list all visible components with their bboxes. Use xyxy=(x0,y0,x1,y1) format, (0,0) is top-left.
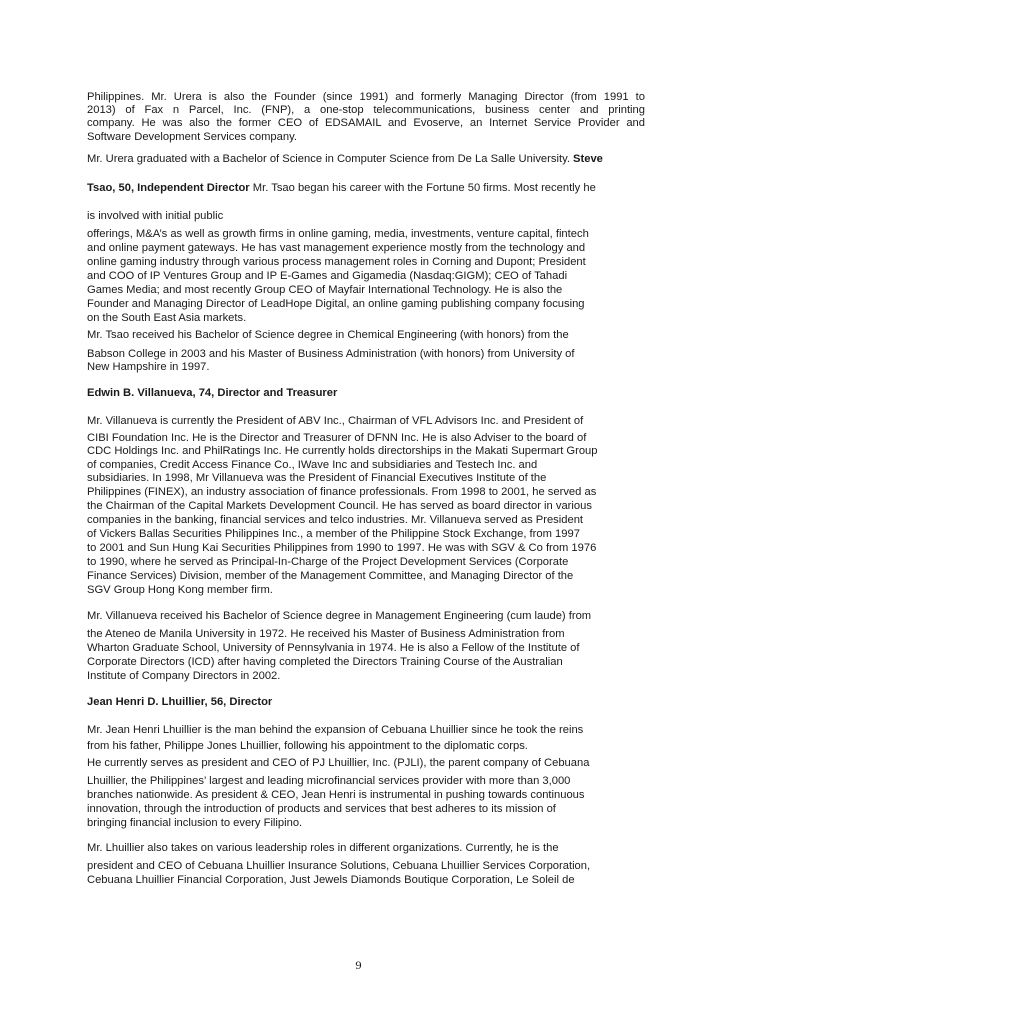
text-line: companies in the banking, financial services and telco industries. Mr. Villanueva served as President xyxy=(87,514,584,526)
text-segment: Mr. Urera graduated with a Bachelor of Science in Computer Science from De La Salle University. xyxy=(87,153,574,165)
text-line: New Hampshire in 1997. xyxy=(87,361,210,373)
text-line: Wharton Graduate School, University of Pennsylvania in 1974. He is also a Fellow of the Institute of xyxy=(87,642,580,654)
director-name-heading: Edwin B. Villanueva, 74, Director and Treasurer xyxy=(87,387,338,399)
text-line: company. He was also the former CEO of EDSAMAIL and Evoserve, an Internet Service Provider and xyxy=(87,117,645,129)
text-line: is involved with initial public xyxy=(87,210,224,222)
text-line: SGV Group Hong Kong member firm. xyxy=(87,584,273,596)
director-name-heading: Tsao, 50, Independent Director xyxy=(87,182,250,194)
text-line: president and CEO of Cebuana Lhuillier Insurance Solutions, Cebuana Lhuillier Services Corporation, xyxy=(87,860,591,872)
text-line: branches nationwide. As president & CEO, Jean Henri is instrumental in pushing towards continuous xyxy=(87,789,585,801)
text-line: CDC Holdings Inc. and PhilRatings Inc. He currently holds directorships in the Makati Supermart Group xyxy=(87,445,598,457)
text-line: Mr. Villanueva received his Bachelor of Science degree in Management Engineering (cum laude) from xyxy=(87,610,592,622)
text-line: Cebuana Lhuillier Financial Corporation, Just Jewels Diamonds Boutique Corporation, Le Soleil de xyxy=(87,874,575,886)
text-line: CIBI Foundation Inc. He is the Director and Treasurer of DFNN Inc. He is also Adviser to the board of xyxy=(87,432,587,444)
text-line: Mr. Lhuillier also takes on various leadership roles in different organizations. Currently, he is the xyxy=(87,842,559,854)
text-line: Philippines. Mr. Urera is also the Founder (since 1991) and formerly Managing Director (from 1991 to xyxy=(87,91,645,103)
text-line: the Chairman of the Capital Markets Development Council. He has served as board director in various xyxy=(87,500,592,512)
text-line: Lhuillier, the Philippines’ largest and leading microfinancial services provider with more than 3,000 xyxy=(87,775,571,787)
text-line: Mr. Villanueva is currently the President of ABV Inc., Chairman of VFL Advisors Inc. and President of xyxy=(87,415,584,427)
director-name-heading: Jean Henri D. Lhuillier, 56, Director xyxy=(87,696,273,708)
text-line: Software Development Services company. xyxy=(87,131,297,143)
text-line: 2013) of Fax n Parcel, Inc. (FNP), a one-stop telecommunications, business center and printing xyxy=(87,104,645,116)
text-line: Mr. Tsao received his Bachelor of Science degree in Chemical Engineering (with honors) from the xyxy=(87,329,569,341)
text-line: Babson College in 2003 and his Master of Business Administration (with honors) from University of xyxy=(87,348,575,360)
text-line: online gaming industry through various process management roles in Corning and Dupont; President xyxy=(87,256,586,268)
text-line: and online payment gateways. He has vast management experience mostly from the technology and xyxy=(87,242,586,254)
text-line xyxy=(87,182,596,195)
text-segment: Mr. Tsao began his career with the Fortune 50 firms. Most recently he xyxy=(249,182,596,194)
text-line: Mr. Jean Henri Lhuillier is the man behind the expansion of Cebuana Lhuillier since he took the reins xyxy=(87,724,584,736)
text-line: Institute of Company Directors in 2002. xyxy=(87,670,281,682)
text-line: Philippines (FINEX), an industry association of finance professionals. From 1998 to 2001, he served as xyxy=(87,486,597,498)
text-line: subsidiaries. In 1998, Mr Villanueva was the President of Financial Executives Institute of the xyxy=(87,472,547,484)
text-line: innovation, through the introduction of products and services that best adheres to its mission of xyxy=(87,803,556,815)
text-line: to 2001 and Sun Hung Kai Securities Philippines from 1990 to 1997. He was with SGV & Co from 1976 xyxy=(87,542,597,554)
text-line: Founder and Managing Director of LeadHope Digital, an online gaming publishing company focusing xyxy=(87,298,585,310)
text-line: of companies, Credit Access Finance Co., IWave Inc and subsidiaries and Testech Inc. and xyxy=(87,459,538,471)
text-line: from his father, Philippe Jones Lhuillier, following his appointment to the diplomatic corps. xyxy=(87,740,528,752)
text-line: bringing financial inclusion to every Filipino. xyxy=(87,817,303,829)
text-line: the Ateneo de Manila University in 1972. He received his Master of Business Administration from xyxy=(87,628,565,640)
director-name-heading: Steve xyxy=(573,153,603,165)
text-line: offerings, M&A’s as well as growth firms in online gaming, media, investments, venture capital, fintech xyxy=(87,228,589,240)
text-line: He currently serves as president and CEO of PJ Lhuillier, Inc. (PJLI), the parent company of Cebuana xyxy=(87,757,590,769)
text-line xyxy=(87,153,603,166)
text-line: and COO of IP Ventures Group and IP E-Games and Gigamedia (Nasdaq:GIGM); CEO of Tahadi xyxy=(87,270,568,282)
text-line: Finance Services) Division, member of the Management Committee, and Managing Director of the xyxy=(87,570,574,582)
text-line: of Vickers Ballas Securities Philippines Inc., a member of the Philippine Stock Exchange, from 1997 xyxy=(87,528,580,540)
text-line: on the South East Asia markets. xyxy=(87,312,247,324)
text-line: Corporate Directors (ICD) after having completed the Directors Training Course of the Australian xyxy=(87,656,563,668)
text-line: Games Media; and most recently Group CEO of Mayfair International Technology. He is also the xyxy=(87,284,563,296)
page-number: 9 xyxy=(355,960,362,972)
text-line: to 1990, where he served as Principal-In-Charge of the Project Development Services (Corporate xyxy=(87,556,569,568)
